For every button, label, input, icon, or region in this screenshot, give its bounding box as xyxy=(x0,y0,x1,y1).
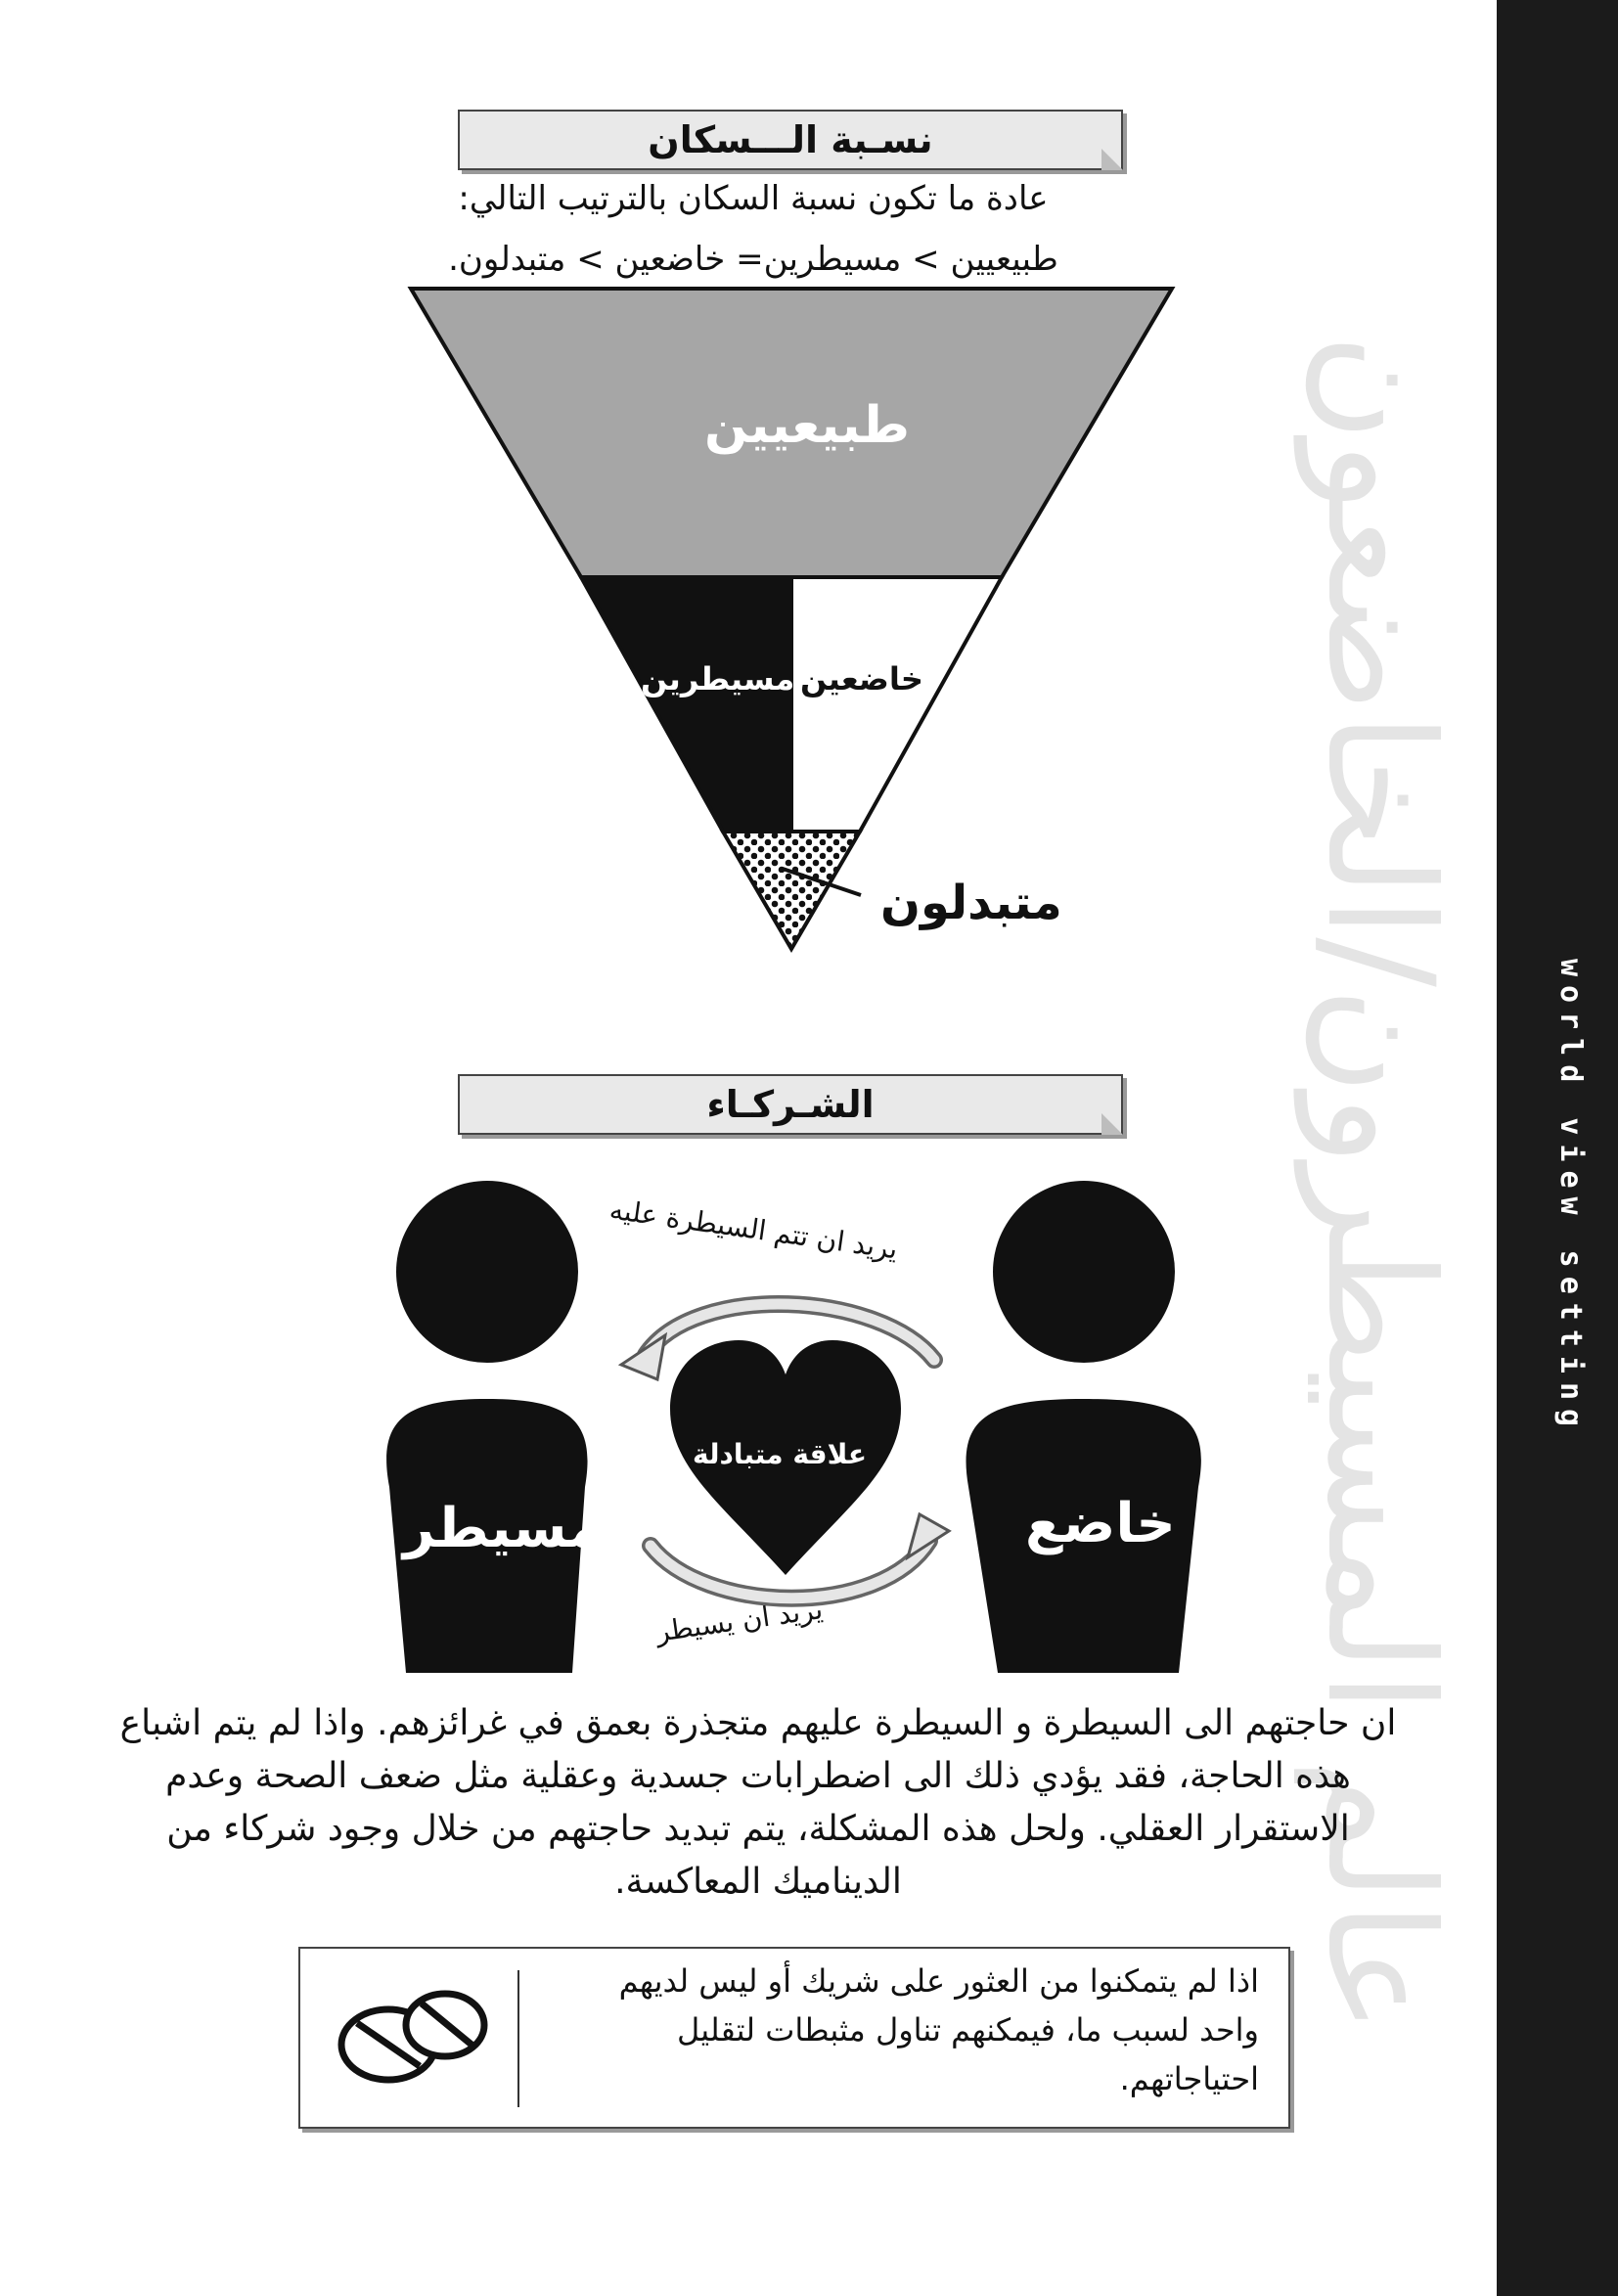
note-box xyxy=(298,1947,1290,2129)
arrow-top-label: يريد ان تتم السيطرة عليه xyxy=(607,1193,900,1266)
pyramid-switch-segment xyxy=(723,832,860,949)
pyramid-submissive-segment xyxy=(791,577,1002,832)
pyramid-dominant-segment xyxy=(581,577,791,832)
arrow-top-head xyxy=(621,1335,665,1379)
note-text: اذا لم يتمكنوا من العثور على شريك أو ليس لديهم واحد لسبب ما، فيمكنهم تناول مثبطات لتقليل احتياجاتهم. xyxy=(618,1962,1259,2097)
population-pyramid xyxy=(401,284,1184,959)
pyramid-natural-label: طبيعيين xyxy=(704,396,911,455)
population-intro-line1: عادة ما تكون نسبة السكان بالترتيب التالي: xyxy=(458,179,1049,218)
partners-heading-banner xyxy=(458,1074,1123,1135)
banner-fold xyxy=(1101,1113,1123,1135)
pyramid-switch-label: متبدلون xyxy=(880,876,1062,930)
watermark-title: عالم المسيطرون/الخاضعون xyxy=(1294,334,1464,2034)
pill-icon xyxy=(330,1976,496,2093)
pyramid-dominant-label: مسيطرين xyxy=(641,660,795,698)
partners-heading: الشـركـاء xyxy=(706,1083,875,1126)
dominant-head xyxy=(396,1181,578,1363)
submissive-head xyxy=(993,1181,1175,1363)
note-divider xyxy=(517,1970,519,2107)
submissive-label: خاضع xyxy=(1025,1492,1176,1555)
population-heading: نسـبة الـــسكان xyxy=(648,118,933,161)
heart-label: علاقة متبادلة xyxy=(693,1438,868,1470)
pyramid-submissive-label: خاضعين xyxy=(800,660,923,698)
population-intro-line2: طبيعيين > مسيطرين= خاضعين > متبدلون. xyxy=(448,240,1058,279)
population-heading-banner xyxy=(458,110,1123,170)
body-paragraph: ان حاجتهم الى السيطرة و السيطرة عليهم متجذرة بعمق في غرائزهم. واذا لم يتم اشباع هذه الحاجة، فقد يؤدي ذلك الى اضطرابات جسدية وعقلية مثل ضعف الصحة وعدم الاستقرار العقلي. ولحل هذه المشكلة، يتم تبديد حاجتهم من خلال وجود شركاء من الديناميك المعاكسة. xyxy=(119,1703,1397,1902)
sidebar-label: world view setting xyxy=(1553,959,1588,1436)
arrow-bottom-label: يريد ان يسيطر xyxy=(653,1593,825,1648)
dominant-label: مسيطر xyxy=(403,1497,603,1560)
banner-fold xyxy=(1101,149,1123,170)
